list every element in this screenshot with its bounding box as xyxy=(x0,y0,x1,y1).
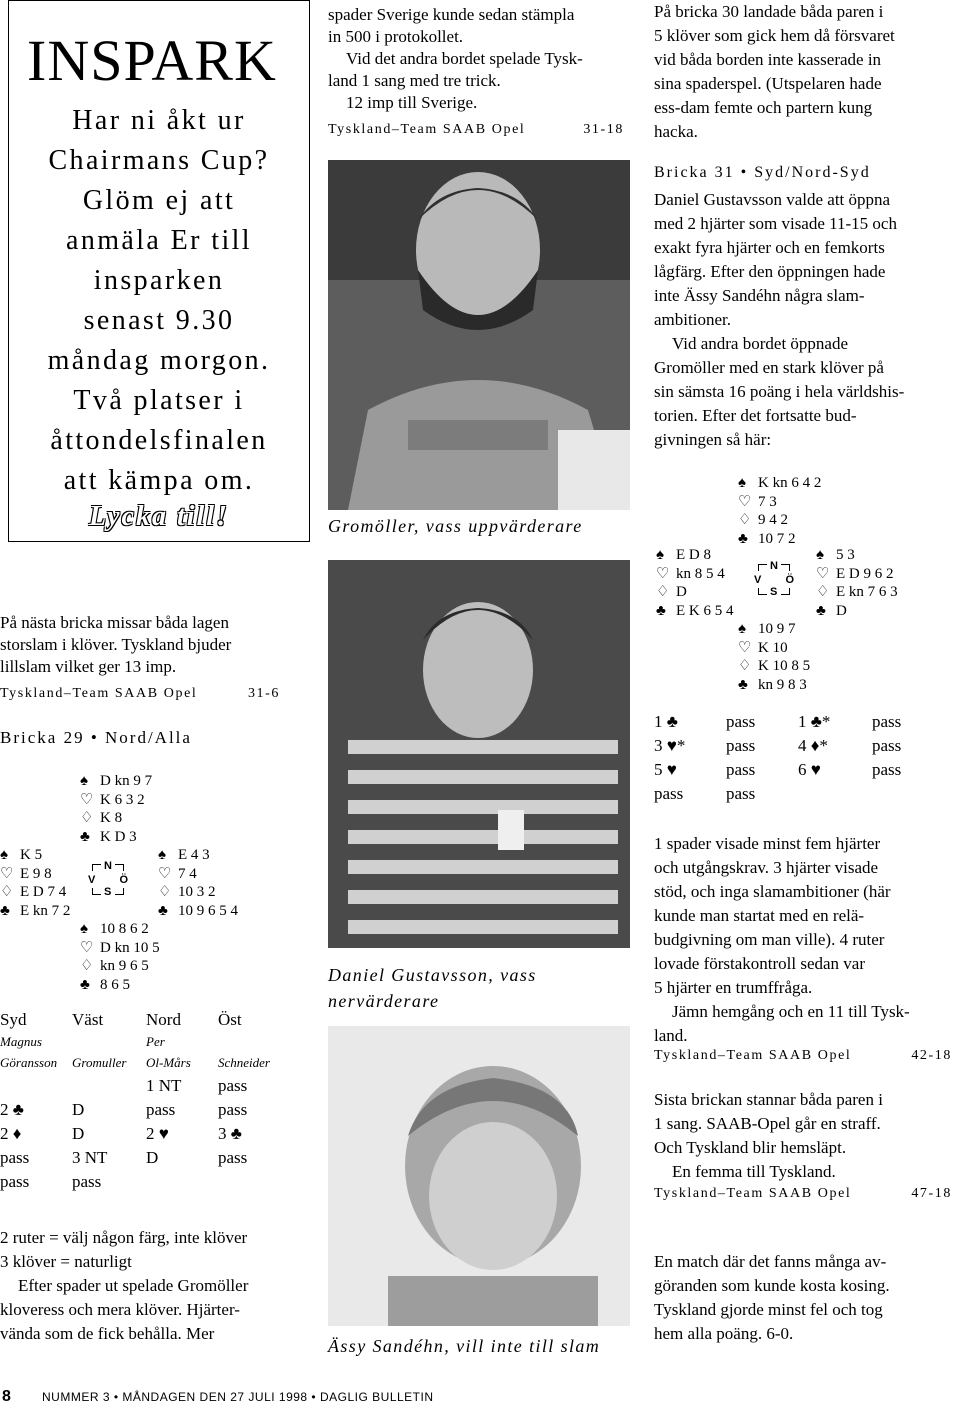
spade-icon: ♠ xyxy=(80,773,88,789)
diamond-icon: ♢ xyxy=(738,658,752,674)
score-line-4 xyxy=(654,1186,952,1202)
hand-holding: K kn 6 4 2 xyxy=(758,475,822,491)
heart-icon: ♡ xyxy=(80,791,94,808)
right-top-text xyxy=(654,0,960,144)
score-value: 47-18 xyxy=(911,1186,952,1201)
bid-cell: 1 NT xyxy=(146,1076,182,1095)
club-icon: ♣ xyxy=(738,530,748,547)
hand-holding: kn 9 6 5 xyxy=(100,958,149,974)
bid-cell: pass xyxy=(654,784,684,803)
spade-icon: ♠ xyxy=(738,475,746,491)
inspark-line: att kämpa om. xyxy=(63,465,255,496)
left-notes xyxy=(0,1226,306,1346)
spade-icon: ♠ xyxy=(80,921,88,937)
bid-cell: 1 ♣ xyxy=(654,712,678,731)
hand-holding: D kn 10 5 xyxy=(100,939,160,956)
text-line: hacka. xyxy=(654,122,698,141)
text-line: sin sämsta 16 poäng i hela världshis- xyxy=(654,382,905,401)
score-value: 31-6 xyxy=(247,686,280,701)
text-line: Vid andra bordet öppnade xyxy=(672,334,849,353)
score-line-2 xyxy=(328,122,624,138)
text-line: 5 klöver som gick hem då försvaret xyxy=(654,26,895,45)
player-name: Magnus xyxy=(0,1034,42,1049)
bid-cell: pass xyxy=(872,760,902,779)
bidding-row xyxy=(654,784,944,808)
bidding-row xyxy=(0,1076,290,1100)
bid-cell: D xyxy=(72,1124,85,1143)
bidding-names-row xyxy=(0,1055,290,1076)
score-label: Tyskland–Team SAAB Opel xyxy=(0,686,198,701)
bid-cell xyxy=(72,1076,146,1100)
photo-daniel-gustavsson xyxy=(328,560,630,948)
bid-cell: pass xyxy=(872,736,902,755)
text-line: sina spaderspel. (Utspelaren hade xyxy=(654,74,882,93)
bid-cell: 2 ♣ xyxy=(0,1100,24,1119)
board-31-heading: Bricka 31 • Syd/Nord-Syd xyxy=(654,164,871,181)
bid-cell: 3 NT xyxy=(72,1148,108,1167)
bidding-row xyxy=(0,1172,290,1196)
bidding-row xyxy=(654,760,944,784)
compass-o: Ö xyxy=(785,574,794,586)
bid-cell: D xyxy=(146,1148,159,1167)
spade-icon: ♠ xyxy=(158,847,166,863)
score-label: Tyskland–Team SAAB Opel xyxy=(654,1048,852,1063)
photo-gromoller-image xyxy=(328,160,630,510)
text-line: 1 sang. SAAB-Opel går en straff. xyxy=(654,1114,881,1133)
bid-cell: pass xyxy=(218,1076,248,1095)
hand-holding: E K 6 5 4 xyxy=(676,602,734,619)
inspark-body xyxy=(9,101,309,501)
player-name: Gromuller xyxy=(72,1055,127,1070)
compass-rose xyxy=(86,860,130,900)
compass-o: Ö xyxy=(119,874,128,886)
spade-icon: ♠ xyxy=(0,847,8,863)
text-line: inte Ässy Sandéhn några slam- xyxy=(654,286,865,305)
spade-icon: ♠ xyxy=(738,621,746,637)
text-line: Vid det andra bordet spelade Tysk- xyxy=(346,49,583,68)
bid-cell: pass xyxy=(872,712,902,731)
player-name: Göransson xyxy=(0,1055,58,1070)
text-line: Och Tyskland blir hemsläpt. xyxy=(654,1138,847,1157)
score-line-1 xyxy=(0,686,280,702)
hand-holding: E 4 3 xyxy=(178,847,210,863)
hand-holding: K 10 8 5 xyxy=(758,658,811,674)
hand-holding: 9 4 2 xyxy=(758,512,788,528)
text-line: Efter spader ut spelade Gromöller xyxy=(18,1276,249,1295)
player-name: Per xyxy=(146,1034,165,1049)
compass-n: N xyxy=(770,560,778,572)
compass-rose-31 xyxy=(752,560,796,600)
spade-icon: ♠ xyxy=(816,547,824,563)
hand-holding: E D 7 4 xyxy=(20,884,67,900)
text-line: givningen så här: xyxy=(654,430,772,449)
inspark-line: Har ni åkt ur xyxy=(72,105,246,136)
text-line: En match där det fanns många av- xyxy=(654,1252,887,1271)
bid-cell: 1 ♣* xyxy=(798,712,831,731)
hand-holding: 7 4 xyxy=(178,865,197,882)
text-line: Daniel Gustavsson valde att öppna xyxy=(654,190,891,209)
bid-cell: pass xyxy=(218,1100,248,1119)
text-line: lågfärg. Efter den öppningen hade xyxy=(654,262,886,281)
compass-n: N xyxy=(104,860,112,872)
hand-holding: D kn 9 7 xyxy=(100,773,153,789)
bid-header: Syd xyxy=(0,1010,27,1029)
heart-icon: ♡ xyxy=(80,939,94,956)
hand-holding: kn 8 5 4 xyxy=(676,565,725,582)
hand-holding: 10 8 6 2 xyxy=(100,921,149,937)
heart-icon: ♡ xyxy=(816,565,830,582)
photo-assy-image xyxy=(328,1026,630,1326)
score-label: Tyskland–Team SAAB Opel xyxy=(328,122,526,137)
text-line: land. xyxy=(654,1026,688,1045)
diamond-icon: ♢ xyxy=(80,958,94,974)
compass-v: V xyxy=(754,574,762,586)
text-line: budgivning om man ville). 4 ruter xyxy=(654,930,885,949)
hand-south xyxy=(80,920,160,994)
hand-holding: 10 3 2 xyxy=(178,884,216,900)
diamond-icon: ♢ xyxy=(158,884,172,900)
bid-cell: pass xyxy=(218,1148,248,1167)
inspark-line: anmäla Er till xyxy=(66,225,252,256)
bid-cell: pass xyxy=(726,712,756,731)
text-line: storslam i klöver. Tyskland bjuder xyxy=(0,635,232,654)
heart-icon: ♡ xyxy=(738,493,752,510)
heart-icon: ♡ xyxy=(738,639,752,656)
text-line: göranden som kunde kosta kosing. xyxy=(654,1276,890,1295)
bid-cell: 3 ♣ xyxy=(218,1124,242,1143)
right-explanation xyxy=(654,832,960,1048)
bid-cell xyxy=(798,784,872,808)
player-name xyxy=(72,1034,146,1055)
compass-s: S xyxy=(104,886,112,898)
inspark-line: Två platser i xyxy=(73,385,245,416)
bid-cell: 6 ♥ xyxy=(798,760,821,779)
bid-header: Väst xyxy=(72,1010,104,1029)
text-line: in 500 i protokollet. xyxy=(328,27,464,46)
footer-text: NUMMER 3 • MÅNDAGEN DEN 27 JULI 1998 • DAGLIG BULLETIN xyxy=(42,1390,434,1404)
page-number: 8 xyxy=(2,1388,11,1405)
club-icon: ♣ xyxy=(656,602,666,619)
caption-daniel: Daniel Gustavsson, vass nervärderare xyxy=(328,965,537,1011)
inspark-line: insparken xyxy=(93,265,225,296)
heart-icon: ♡ xyxy=(0,865,14,882)
bid-cell: pass xyxy=(0,1172,30,1191)
bid-header: Öst xyxy=(218,1010,242,1029)
photo-assy-sandehn xyxy=(328,1026,630,1326)
middle-top-text xyxy=(328,4,638,114)
club-icon: ♣ xyxy=(158,902,168,919)
text-line: med 2 hjärter som visade 11-15 och xyxy=(654,214,897,233)
text-line: vända som de fick behålla. Mer xyxy=(0,1324,215,1343)
bid-cell: pass xyxy=(72,1172,102,1191)
board-29-heading: Bricka 29 • Nord/Alla xyxy=(0,728,192,747)
score-label: Tyskland–Team SAAB Opel xyxy=(654,1186,852,1201)
hand-holding: 8 6 5 xyxy=(100,976,130,993)
text-line: spader Sverige kunde sedan stämpla xyxy=(328,5,575,24)
text-line: 12 imp till Sverige. xyxy=(346,93,478,112)
diamond-icon: ♢ xyxy=(816,584,830,600)
text-line: 1 spader visade minst fem hjärter xyxy=(654,834,881,853)
left-intro xyxy=(0,612,310,678)
bid-cell: pass xyxy=(146,1100,176,1119)
text-line: kunde man startat med en relä- xyxy=(654,906,865,925)
diamond-icon: ♢ xyxy=(0,884,14,900)
bid-cell: D xyxy=(72,1100,85,1119)
bid-cell: 2 ♥ xyxy=(146,1124,169,1143)
hand-holding: 5 3 xyxy=(836,547,855,563)
hand-north xyxy=(80,772,152,846)
bidding-table-31 xyxy=(654,712,944,808)
text-line: hem alla poäng. 6-0. xyxy=(654,1324,794,1343)
inspark-line: åttondelsfinalen xyxy=(50,425,268,456)
bid-cell: pass xyxy=(726,760,756,779)
bidding-table-29 xyxy=(0,1010,290,1196)
inspark-line: senast 9.30 xyxy=(83,305,235,336)
compass-v: V xyxy=(88,874,96,886)
hand-holding: K D 3 xyxy=(100,828,137,845)
inspark-line: måndag morgon. xyxy=(47,345,271,376)
hand-holding: E 9 8 xyxy=(20,865,52,882)
text-line: Gromöller med en stark klöver på xyxy=(654,358,884,377)
text-line: En femma till Tyskland. xyxy=(672,1162,836,1181)
right-closing xyxy=(654,1250,960,1346)
text-line: Sista brickan stannar båda paren i xyxy=(654,1090,883,1109)
hand-holding: K 6 3 2 xyxy=(100,791,145,808)
club-icon: ♣ xyxy=(80,976,90,993)
bidding-row xyxy=(0,1124,290,1148)
hand-holding: 10 7 2 xyxy=(758,530,796,547)
hand-holding: E D 8 xyxy=(676,547,711,563)
bidding-row xyxy=(654,712,944,736)
bid-cell: 5 ♥ xyxy=(654,760,677,779)
inspark-line: Glöm ej att xyxy=(82,185,236,216)
diamond-icon: ♢ xyxy=(738,512,752,528)
hand-holding: E kn 7 6 3 xyxy=(836,584,898,600)
bid-cell: 3 ♥* xyxy=(654,736,686,755)
hand-east xyxy=(158,846,238,920)
heart-icon: ♡ xyxy=(158,865,172,882)
bidding-row xyxy=(0,1100,290,1124)
bid-cell: pass xyxy=(0,1148,30,1167)
spade-icon: ♠ xyxy=(656,547,664,563)
caption-assy: Ässy Sandéhn, vill inte till slam xyxy=(328,1336,601,1356)
diamond-icon: ♢ xyxy=(656,584,670,600)
hand-holding: 10 9 6 5 4 xyxy=(178,902,238,919)
text-line: På nästa bricka missar båda lagen xyxy=(0,613,229,632)
bid-cell: pass xyxy=(726,736,756,755)
text-line: land 1 sang med tre trick. xyxy=(328,71,501,90)
text-line: ess-dam femte och partern kung xyxy=(654,98,873,117)
right-board-text xyxy=(654,188,960,452)
bidding-row xyxy=(0,1148,290,1172)
bid-header: Nord xyxy=(146,1010,181,1029)
text-line: vid båda borden inte kasserade in xyxy=(654,50,882,69)
bid-cell: pass xyxy=(726,784,756,803)
text-line: 2 ruter = välj någon färg, inte klöver xyxy=(0,1228,248,1247)
bidding-names-row xyxy=(0,1034,290,1055)
text-line: Tyskland gjorde minst fel och tog xyxy=(654,1300,883,1319)
hand-holding: 10 9 7 xyxy=(758,621,796,637)
diamond-icon: ♢ xyxy=(80,810,94,826)
page-footer xyxy=(0,1384,960,1408)
bid-cell xyxy=(146,1172,218,1196)
hand-holding: K 5 xyxy=(20,847,43,863)
hand-holding: kn 9 8 3 xyxy=(758,676,807,693)
score-value: 42-18 xyxy=(911,1048,952,1063)
text-line: exakt fyra hjärter och en femkorts xyxy=(654,238,885,257)
inspark-line: Chairmans Cup? xyxy=(48,145,270,176)
hand-holding: E kn 7 2 xyxy=(20,902,71,919)
hand-holding: K 10 xyxy=(758,639,788,656)
hand-holding: 7 3 xyxy=(758,493,777,510)
score-value: 31-18 xyxy=(583,122,624,137)
player-name: Ol-Mårs xyxy=(146,1055,191,1070)
text-line: lovade förstakontroll sedan var xyxy=(654,954,866,973)
club-icon: ♣ xyxy=(80,828,90,845)
hand-holding: D xyxy=(676,584,687,600)
photo-gromoller xyxy=(328,160,630,510)
bidding-header-row xyxy=(0,1010,290,1034)
hand-west xyxy=(0,846,70,920)
text-line: och utgångskrav. 3 hjärter visade xyxy=(654,858,879,877)
player-name: Schneider xyxy=(218,1055,270,1070)
inspark-box xyxy=(8,0,310,542)
text-line: torien. Efter det fortsatte bud- xyxy=(654,406,857,425)
caption-gromoller: Gromöller, vass uppvärderare xyxy=(328,516,583,536)
bid-cell xyxy=(218,1172,290,1196)
text-line: Jämn hemgång och en 11 till Tysk- xyxy=(672,1002,910,1021)
bid-cell: 4 ♦* xyxy=(798,736,828,755)
heart-icon: ♡ xyxy=(656,565,670,582)
bid-cell xyxy=(0,1076,72,1100)
inspark-title: INSPARK xyxy=(27,28,277,93)
text-line: ambitioner. xyxy=(654,310,731,329)
score-line-3 xyxy=(654,1048,952,1064)
club-icon: ♣ xyxy=(816,602,826,619)
compass-s: S xyxy=(770,586,778,598)
hand-north-31 xyxy=(738,474,821,548)
bid-cell: 2 ♦ xyxy=(0,1124,22,1143)
text-line: 3 klöver = naturligt xyxy=(0,1252,132,1271)
hand-south-31 xyxy=(738,620,810,694)
player-name xyxy=(218,1034,290,1055)
hand-holding: D xyxy=(836,602,847,619)
text-line: På bricka 30 landade båda paren i xyxy=(654,2,884,21)
bid-cell xyxy=(872,784,944,808)
hand-holding: K 8 xyxy=(100,810,123,826)
hand-holding: E D 9 6 2 xyxy=(836,565,894,582)
club-icon: ♣ xyxy=(738,676,748,693)
hand-east-31 xyxy=(816,546,898,620)
right-last-text xyxy=(654,1088,960,1184)
photo-daniel-image xyxy=(328,560,630,948)
inspark-lycka-till: Lycka till! xyxy=(89,501,229,532)
text-line: lillslam vilket ger 13 imp. xyxy=(0,657,177,676)
text-line: kloveress och mera klöver. Hjärter- xyxy=(0,1300,240,1319)
bidding-row xyxy=(654,736,944,760)
text-line: stöd, och inga slamambitioner (här xyxy=(654,882,891,901)
text-line: 5 hjärter en trumffråga. xyxy=(654,978,813,997)
club-icon: ♣ xyxy=(0,902,10,919)
hand-west-31 xyxy=(656,546,734,620)
